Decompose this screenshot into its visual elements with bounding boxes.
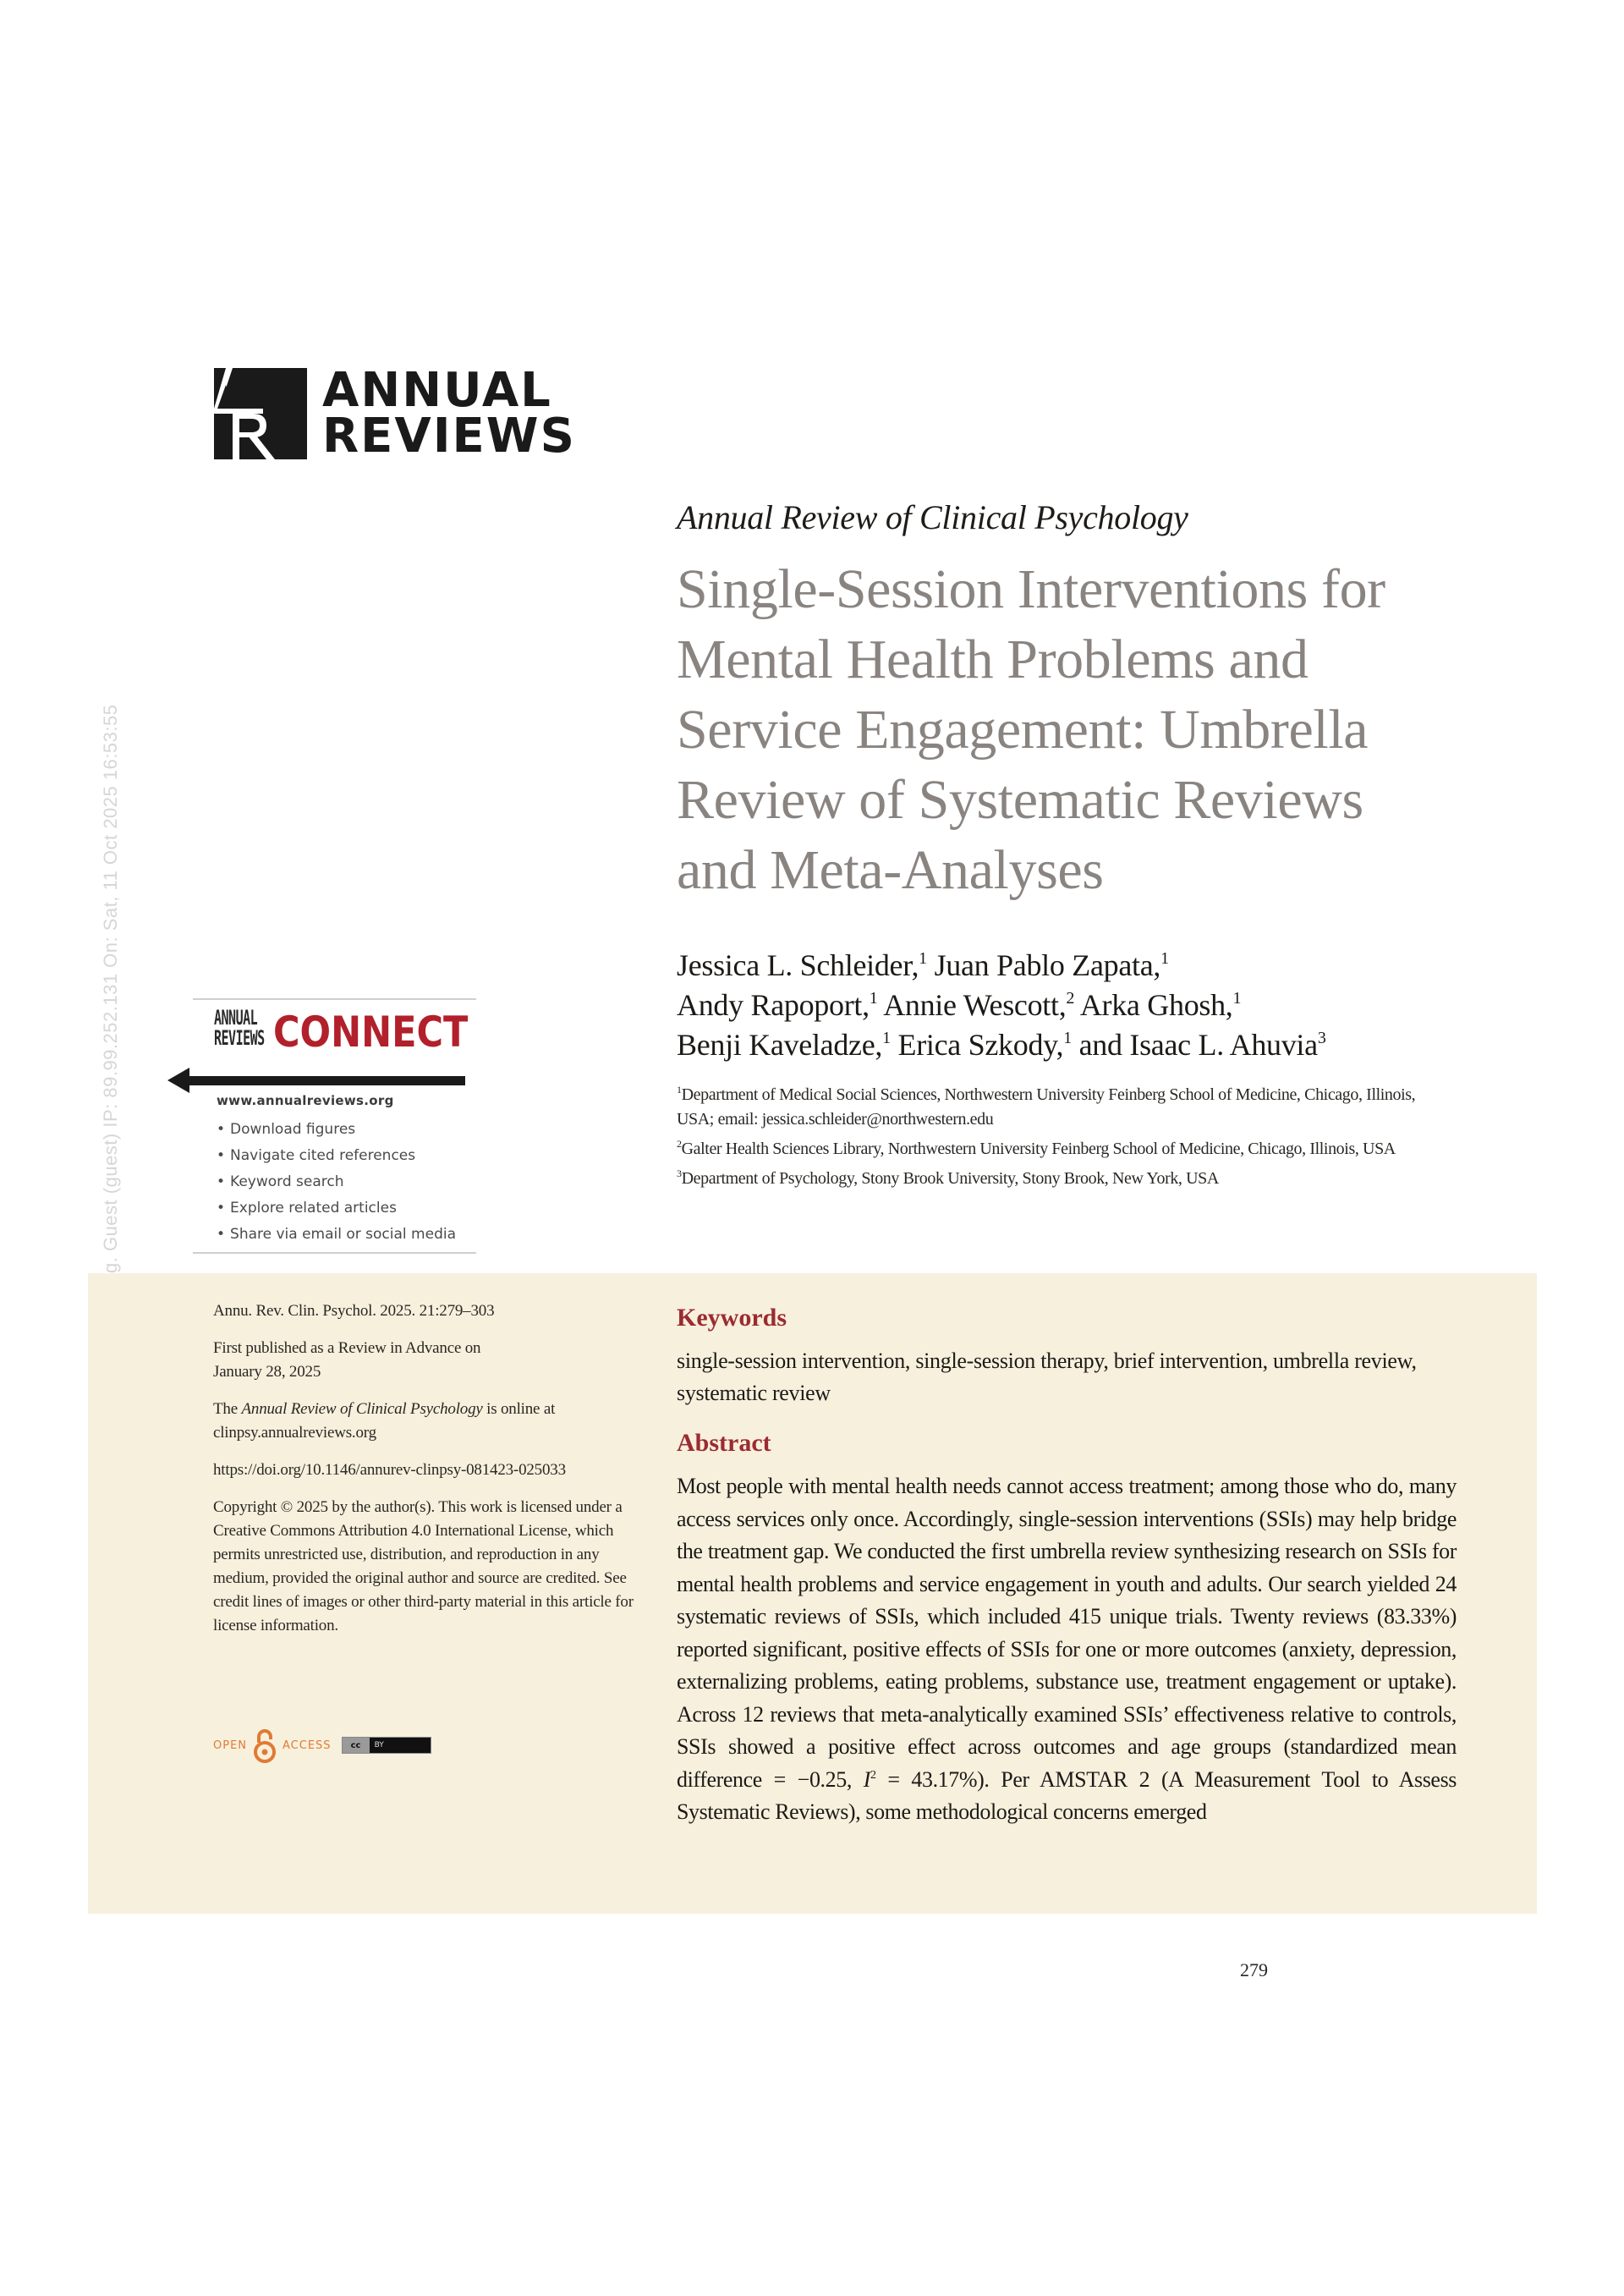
page-number: 279 [1240, 1959, 1268, 1980]
author-list [677, 946, 1472, 1065]
article-metadata-sidebar [213, 1299, 645, 1651]
connect-brand-small: ANNUAL REVIEWS [214, 1005, 265, 1051]
copyright-notice: Copyright © 2025 by the author(s). This work is licensed under a Creative Commons Attribution 4.0 International License, which permits unrestricted use, distribution, and reproduction in any medium, provided the original author and source are credited. See credit lines of images or other third-party material in this article for license information. [213, 1498, 634, 1634]
journal-url-link[interactable]: clinpsy.annualreviews.org [213, 1424, 376, 1442]
article-title [677, 554, 1489, 905]
author-name: Erica Szkody, [897, 1028, 1064, 1062]
author-affiliation-marker: 1 [882, 1029, 891, 1047]
access-watermark: g. Guest (guest) IP: 89.99.252.131 On: Sat, 11 Oct 2025 16:53:55 [100, 704, 121, 1273]
author-affiliation-marker: 1 [1063, 1029, 1072, 1047]
connect-brand [214, 1005, 500, 1057]
keywords-text: single-session intervention, single-session therapy, brief intervention, umbrella review, systematic review [677, 1348, 1417, 1405]
connect-url-link[interactable]: www.annualreviews.org [217, 1093, 394, 1108]
doi-link[interactable]: https://doi.org/10.1146/annurev-clinpsy-081423-025033 [213, 1461, 566, 1479]
author-affiliation-marker: 1 [919, 949, 927, 968]
author-name: Annie Wescott, [883, 988, 1067, 1022]
author-name: Juan Pablo Zapata, [934, 948, 1161, 982]
first-published-note: First published as a Review in Advance on January 28, 2025 [213, 1339, 481, 1381]
affiliation-item: $^3$Department of Psychology, Stony Brook University, Stony Brook, New York, USA [677, 1167, 1219, 1188]
author-name: Benji Kaveladze, [677, 1028, 883, 1062]
title-line: Mental Health Problems and [677, 629, 1309, 690]
affiliation-list [677, 1083, 1421, 1196]
connect-feature-item: • Share via email or social media [217, 1222, 456, 1248]
cc-by-license-badge[interactable] [342, 1737, 431, 1754]
keywords-heading: Keywords [677, 1304, 787, 1332]
cc-by-label: BY [374, 1741, 384, 1749]
connect-feature-item: • Navigate cited references [217, 1143, 456, 1169]
affiliation-item: $^2$Galter Health Sciences Library, Northwestern University Feinberg School of Medicine, Chicago, Illinois, USA [677, 1138, 1396, 1158]
online-availability-note: The Annual Review of Clinical Psychology is online at clinpsy.annualreviews.org [213, 1400, 556, 1442]
citation-line: Annu. Rev. Clin. Psychol. 2025. 21:279–303 [213, 1302, 495, 1320]
connect-divider-top [193, 998, 476, 1000]
title-line: Service Engagement: Umbrella [677, 699, 1369, 761]
connect-feature-item: • Download figures [217, 1117, 456, 1143]
creative-commons-icon: cc [343, 1738, 370, 1753]
ar-logo-mark-icon [214, 368, 307, 459]
journal-name: Annual Review of Clinical Psychology [677, 498, 1188, 536]
author-name: Arka Ghosh, [1079, 988, 1233, 1022]
open-access-badge [213, 1727, 431, 1763]
affiliation-item: $^1$Department of Medical Social Sciences, Northwestern University Feinberg School of Medicine, Chicago, Illinois, USA; email: jessica.schleider@northwestern.edu [677, 1084, 1416, 1129]
connect-feature-item: • Keyword search [217, 1169, 456, 1195]
title-line: Single-Session Interventions for [677, 558, 1385, 620]
open-access-lock-icon [252, 1727, 277, 1763]
author-affiliation-marker: 1 [1160, 949, 1169, 968]
connect-divider-bottom [193, 1252, 476, 1254]
connect-feature-item: • Explore related articles [217, 1195, 456, 1222]
author-name: Jessica L. Schleider, [677, 948, 919, 982]
open-access-label-right: ACCESS [283, 1738, 332, 1752]
annual-reviews-logo[interactable] [214, 363, 576, 464]
arrow-left-icon [167, 1068, 465, 1093]
title-line: and Meta-Analyses [677, 839, 1104, 901]
abstract-text: Most people with mental health needs cannot access treatment; among those who do, many access services only once. Accordingly, single-session interventions (SSIs) may help bridge the treatment gap. We conducted the first umbrella review synthesizing research on SSIs for mental health problems and service engagement in youth and adults. Our search yielded 24 systematic reviews of SSIs, which included 415 unique trials. Twenty reviews (83.33%) reported significant, positive effects of SSIs for one or more outcomes (anxiety, depression, externalizing problems, eating problems, substance use, treatment engagement or uptake). Across 12 reviews that meta-analytically examined SSIs’ effectiveness relative to controls, SSIs showed a positive effect across outcomes and age groups (standardized mean difference = −0.25, $I^2 = 43.17\%$). Per AMSTAR 2 (A Measurement Tool to Assess Systematic Reviews), some methodological concerns emerged [677, 1474, 1457, 1824]
author-affiliation-marker: 1 [1232, 989, 1242, 1008]
open-access-label-left: OPEN [213, 1738, 248, 1752]
logo-line-reviews: REVIEWS [322, 409, 576, 464]
logo-line-annual: ANNUAL [322, 363, 552, 418]
keywords-abstract-column [677, 1301, 1457, 1829]
title-line: Review of Systematic Reviews [677, 769, 1363, 831]
connect-feature-list [217, 1117, 456, 1248]
connect-brand-title: CONNECT [272, 1008, 469, 1057]
author-affiliation-marker: 1 [869, 989, 878, 1008]
abstract-heading: Abstract [677, 1429, 771, 1457]
author-affiliation-marker: 2 [1066, 989, 1075, 1008]
author-affiliation-marker: 3 [1317, 1029, 1326, 1047]
author-name: and Isaac L. Ahuvia [1078, 1028, 1318, 1062]
author-name: Andy Rapoport, [677, 988, 870, 1022]
